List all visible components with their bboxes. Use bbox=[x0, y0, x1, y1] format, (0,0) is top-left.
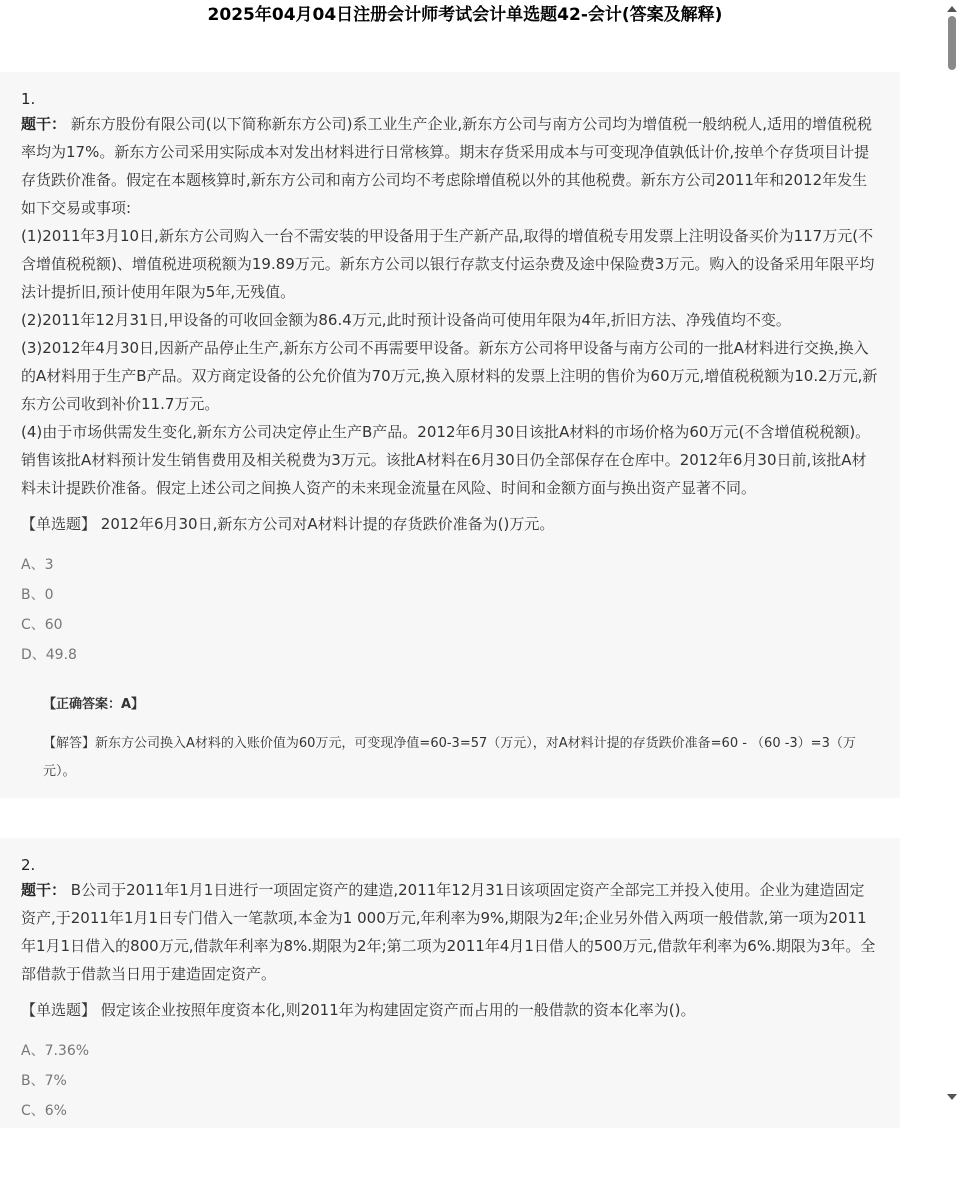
question-type-label: 【单选题】 bbox=[21, 515, 97, 533]
option-d[interactable]: D、49.8 bbox=[21, 647, 77, 663]
stem-label: 题干： bbox=[21, 115, 67, 133]
option-c[interactable]: C、6% bbox=[21, 1103, 67, 1119]
option-c[interactable]: C、60 bbox=[21, 617, 63, 633]
question-number: 2. bbox=[21, 856, 36, 874]
question-prompt bbox=[21, 996, 879, 1024]
question-prompt bbox=[21, 510, 879, 538]
scroll-down-arrow-icon[interactable] bbox=[947, 1094, 957, 1100]
question-text: 2012年6月30日,新东方公司对A材料计提的存货跌价准备为()万元。 bbox=[100, 515, 555, 533]
option-a[interactable]: A、3 bbox=[21, 557, 54, 573]
correct-answer: 【正确答案：A】 bbox=[43, 697, 145, 712]
question-stem bbox=[21, 110, 879, 502]
option-b[interactable]: B、7% bbox=[21, 1073, 67, 1089]
question-card bbox=[0, 838, 900, 1128]
answer-explanation: 【解答】新东方公司换入A材料的入账价值为60万元，可变现净值=60-3=57（万元），对A材料计提的存货跌价准备=60 - （60 -3）=3（万元）。 bbox=[43, 736, 856, 779]
stem-label: 题干： bbox=[21, 881, 67, 899]
option-list bbox=[21, 550, 879, 670]
stem-text: 新东方股份有限公司(以下简称新东方公司)系工业生产企业,新东方公司与南方公司均为增值税一般纳税人,适用的增值税税率均为17%。新东方公司采用实际成本对发出材料进行日常核算。期末存货采用成本与可变现净值孰低计价,按单个存货项目计提存货跌价准备。假定在本题核算时,新东方公司和南方公司均不考虑除增值税以外的其他税费。新东方公司2011年和2012年发生如下交易或事项: (1)2011年3月10日,新东方公司购入一台不需安装的甲设备用于生产新产品,取得的增值税专用发票上注明设备买价为117万元(不含增值税税额)、增值税进项税额为19.89万元。新东方公司以银行存款支付运杂费及途中保险费3万元。购入的设备采用年限平均法计提折旧,预计使用年限为5年,无残值。 (2)2011年12月31日,甲设备的可收回金额为86.4万元,此时预计设备尚可使用年限为4年,折旧方法、净残值均不变。 (3)2012年4月30日,因新产品停止生产,新东方公司不再需要甲设备。新东方公司将甲设备与南方公司的一批A材料进行交换,换入的A材料用于生产B产品。双方商定设备的公允价值为70万元,换入原材料的发票上注明的售价为60万元,增值税税额为10.2万元,新东方公司收到补价11.7万元。 (4)由于市场供需发生变化,新东方公司决定停止生产B产品。2012年6月30日该批A材料的市场价格为60万元(不含增值税税额)。销售该批A材料预计发生销售费用及相关税费为3万元。该批A材料在6月30日仍全部保存在仓库中。2012年6月30日前,该批A材料未计提跌价准备。假定上述公司之间换人资产的未来现金流量在风险、时间和金额方面与换出资产显著不同。 bbox=[21, 115, 878, 497]
page-title: 2025年04月04日注册会计师考试会计单选题42-会计(答案及解释) bbox=[207, 5, 723, 25]
question-stem bbox=[21, 876, 879, 988]
option-list bbox=[21, 1036, 879, 1126]
answer-section bbox=[21, 694, 879, 786]
question-card bbox=[0, 72, 900, 798]
question-type-label: 【单选题】 bbox=[21, 1001, 97, 1019]
stem-text: B公司于2011年1月1日进行一项固定资产的建造,2011年12月31日该项固定资产全部完工并投入使用。企业为建造固定资产,于2011年1月1日专门借入一笔款项,本金为1 000万元,年利率为9%,期限为2年;企业另外借入两项一般借款,第一项为2011年1月1日借入的800万元,借款年利率为8%.期限为2年;第二项为2011年4月1日借人的500万元,借款年利率为6%.期限为3年。全部借款于借款当日用于建造固定资产。 bbox=[21, 881, 876, 983]
scroll-up-arrow-icon[interactable] bbox=[947, 6, 957, 12]
vertical-scrollbar[interactable] bbox=[944, 0, 960, 1106]
option-b[interactable]: B、0 bbox=[21, 587, 54, 603]
scrollbar-thumb[interactable] bbox=[948, 16, 956, 70]
question-text: 假定该企业按照年度资本化,则2011年为构建固定资产而占用的一般借款的资本化率为()。 bbox=[100, 1001, 696, 1019]
question-number: 1. bbox=[21, 90, 36, 108]
option-a[interactable]: A、7.36% bbox=[21, 1043, 90, 1059]
